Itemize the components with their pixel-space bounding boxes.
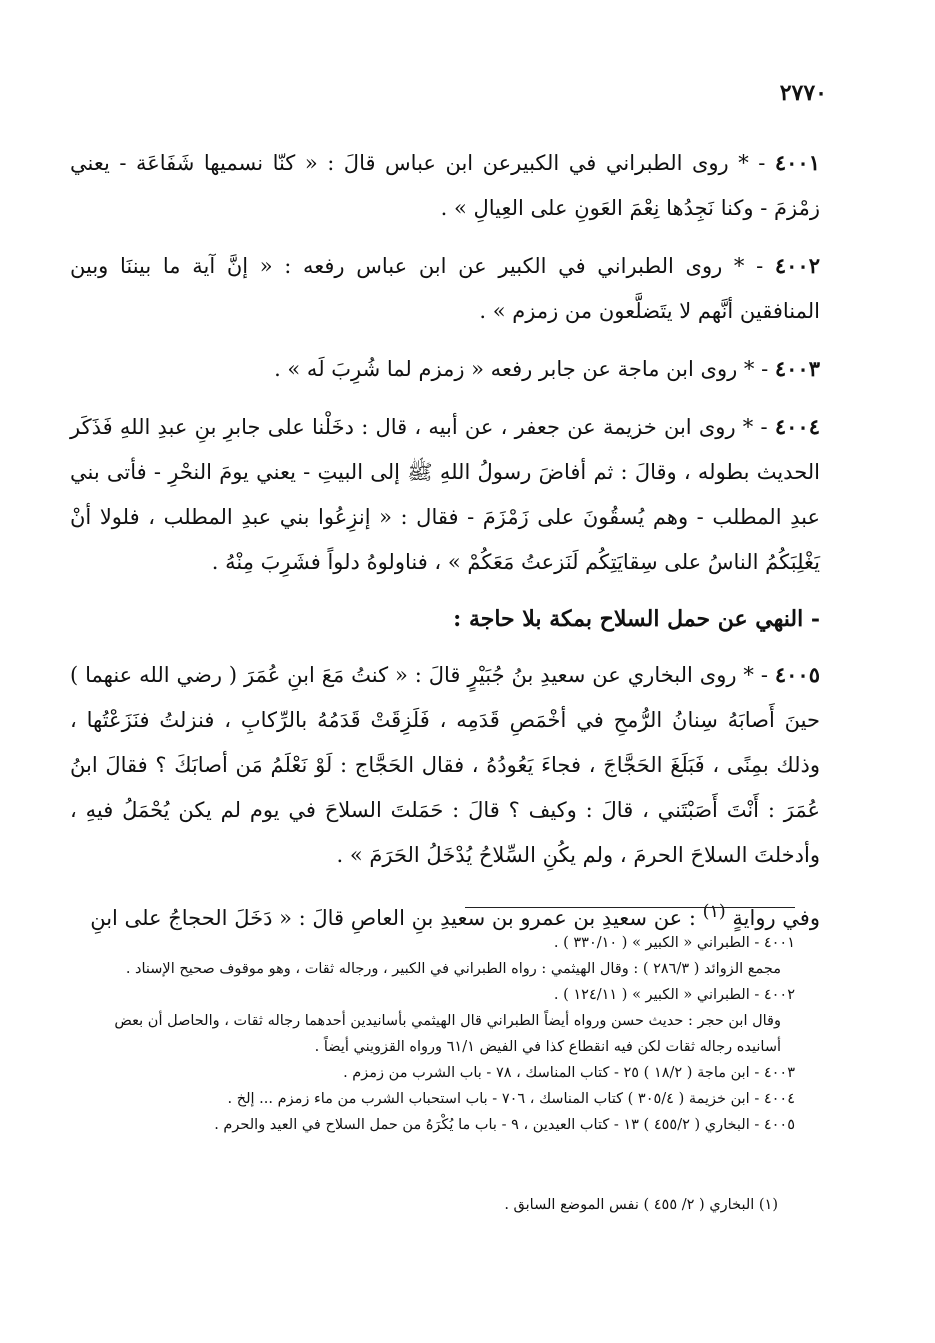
hadith-number: ٤٠٠٣ [774, 356, 820, 381]
page-number: ٢٧٧٠ [779, 80, 827, 106]
paragraph-4005 [70, 652, 820, 878]
hadith-number: ٤٠٠٤ [774, 414, 820, 439]
note-line: ٤٠٠١ - الطبراني « الكبير » ( ٣٣٠/١٠ ) . [553, 935, 795, 951]
paragraph-text: - * روى الطبراني في الكبيرعن ابن عباس قالَ : « كنّا نسميها شَفَاعَة - يعني زمْزمَ - وكنا نَجِدُها نِعْمَ العَونِ على العِيالِ » . [70, 151, 820, 220]
paragraph-text: - * روى ابن ماجة عن جابر رفعه « زمزم لما شُرِبَ لَه » . [274, 357, 769, 381]
paragraph-text: - * روى البخاري عن سعيدِ بنُ جُبَيْرٍ قالَ : « كنتُ مَعَ ابنِ عُمَرَ ( رضي الله عنهما ) حينَ أَصابَهُ سِنانُ الرُّمحِ في أخْمَصِ قَدَمِه ، فَلَزِقَتْ قَدَمُهُ بالرِّكابِ ، فنزلتُ فنَزَعْتُها ، وذلك بمِنًى ، فَبَلَغَ الحَجَّاجَ ، فجاءَ يَعُودُهُ ، فقال الحَجَّاج : لَوْ نَعْلَمُ مَن أصابَكَ ؟ فقالَ ابنُ عُمَرَ : أَنْتَ أَصَبْتَني ، قالَ : وكيف ؟ قالَ : حَمَلتَ السلاحَ في يوم لم يكن يُحْمَلُ فيهِ ، وأدخلتَ السلاحَ الحرمَ ، ولم يكُنِ السِّلاحُ يُدْخَلُ الحَرَمَ » . [70, 663, 820, 867]
paragraph-4001 [70, 140, 820, 231]
riwaya-label: وفي روايةٍ [732, 906, 820, 930]
note-line: ٤٠٠٥ - البخاري ( ٤٥٥/٢ ) ١٣ - كتاب العيدين ، ٩ - باب ما يُكْرَهُ من حمل السلاح في العيد والحرم . [214, 1117, 795, 1133]
paragraph-4003 [70, 346, 820, 392]
hadith-number: ٤٠٠٢ [774, 253, 820, 278]
section-heading: - النهي عن حمل السلاح بمكة بلا حاجة : [453, 606, 820, 632]
hadith-number: ٤٠٠٥ [774, 662, 820, 687]
footnote: (١) البخاري ( ٢/ ٤٥٥ ) نفس الموضع السابق . [504, 1197, 778, 1213]
footnote-divider [465, 907, 795, 908]
paragraph-text: - * روى الطبراني في الكبير عن ابن عباس رفعه : « إنَّ آية ما بيننَا وبين المنافقين أنَّهم لا يتَضلَّعون من زمزم » . [70, 254, 820, 323]
note-line: مجمع الزوائد ( ٢٨٦/٣ ) : وقال الهيثمي : رواه الطبراني في الكبير ، ورجاله ثقات ، وهو موقوف صحيح الإسناد . [125, 961, 781, 977]
note-line: ٤٠٠٤ - ابن خزيمة ( ٣٠٥/٤ ) كتاب المناسك ، ٧٠٦ - باب استحباب الشرب من ماء زمزم ... إلخ . [227, 1091, 795, 1107]
note-line: ٤٠٠٢ - الطبراني « الكبير » ( ١٢٤/١١ ) . [553, 987, 795, 1003]
hadith-number: ٤٠٠١ [774, 150, 820, 175]
source-notes [70, 930, 795, 1138]
footnote-marker: (١) [702, 902, 726, 922]
main-text [70, 140, 820, 941]
paragraph-4002 [70, 243, 820, 334]
paragraph-4004 [70, 404, 820, 585]
paragraph-text: - * روى ابن خزيمة عن جعفر ، عن أبيه ، قال : دخَلْنا على جابرِ بنِ عبدِ اللهِ فَذَكَر الحديث بطوله ، وقالَ : ثم أفاضَ رسولُ اللهِ ﷺ إلى البيتِ - يعني يومَ النحْرِ - فأتى بني عبدِ المطلب - وهم يُسقُونَ على زَمْزَمَ - فقال : « إنزِعُوا بني عبدِ المطلب ، فلولا أنْ يَغْلِبَكُمُ الناسُ على سِقايَتِكُم لَنَزعتُ مَعَكُمْ » ، فناولوهُ دلواً فشَرِبَ مِنْهُ . [70, 415, 820, 574]
note-line: وقال ابن حجر : حديث حسن ورواه أيضاً الطبراني قال الهيثمي بأسانيدين أحدهما رجاله ثقات ، والحاصل أن بعض أسانيده رجاله ثقات لكن فيه انقطاع كذا في الفيض ٦١/١ ورواه القزويني أيضاً . [114, 1013, 781, 1055]
riwaya-text: : عن سعيدِ بن عمرو بن سعيدِ بنِ العاصِ قالَ : « دَخَلَ الحجاجُ على ابنِ [90, 906, 696, 930]
note-line: ٤٠٠٣ - ابن ماجة ( ١٨/٢ ) ٢٥ - كتاب المناسك ، ٧٨ - باب الشرب من زمزم . [343, 1065, 795, 1081]
